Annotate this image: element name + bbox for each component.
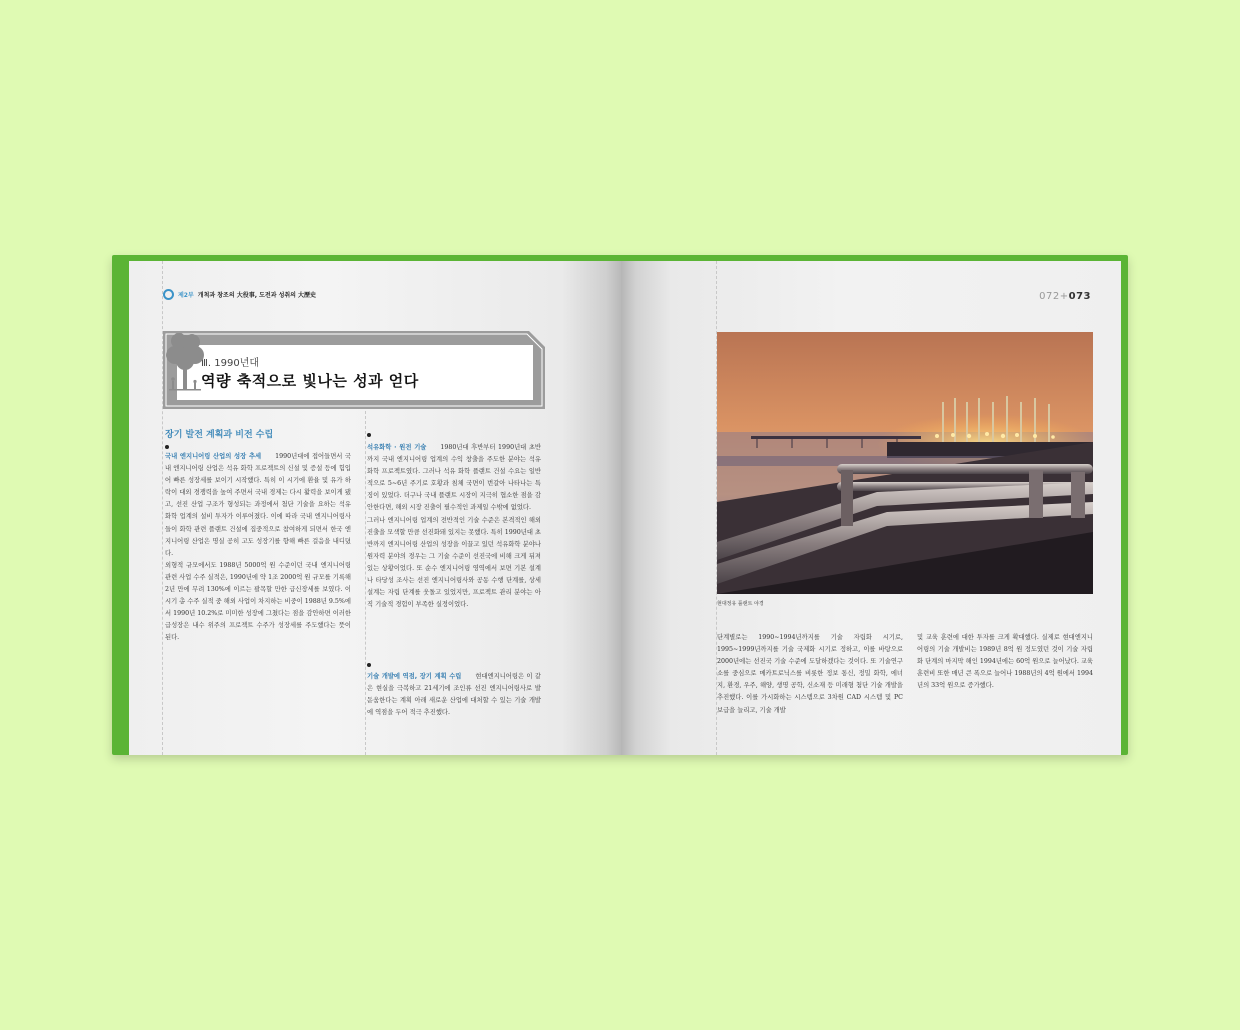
left-column-2b xyxy=(367,671,541,719)
paragraph: 현대엔지니어링은 이 같은 현실을 극복하고 21세기에 조인류 선진 엔지니어링사로 발돋움한다는 계획 아래 새로운 산업에 대처할 수 있는 기술 개발에 역점을 두어 적극 추진했다. xyxy=(367,673,541,717)
paragraph: 단계별로는 1990~1994년까지를 기술 자립화 시기로, 1995~1999년까지를 기술 국제화 시기로 정하고, 이를 바탕으로 2000년에는 선진국 기술 수준에 도달하겠다는 것이다. 또 기술연구소를 중심으로 메카트로닉스를 비롯한 정보 통신, 정밀 화학, 에너지, 환경, 우주, 해양, 생명 공학, 신소재 등 미래형 첨단 기술 개발을 추진했다. 이를 가시화하는 시스템으로 3차원 CAD 시스템 및 PC 보급을 늘리고, 기술 개발 xyxy=(717,634,903,714)
plant-night-photo xyxy=(717,332,1093,594)
chapter-banner xyxy=(163,331,545,409)
bullet-icon xyxy=(165,445,169,449)
left-column-2 xyxy=(367,442,541,611)
left-column-1 xyxy=(165,451,351,645)
column-guide xyxy=(365,411,366,755)
page-number xyxy=(1039,291,1091,302)
right-column-1 xyxy=(717,632,903,717)
bullet-icon xyxy=(367,433,371,437)
subhead-petrochemical: 석유화학 · 원전 기술 xyxy=(367,444,427,451)
subhead-industry-trend: 국내 엔지니어링 산업의 성장 추세 xyxy=(165,453,262,460)
tree-icon xyxy=(163,331,207,393)
running-header xyxy=(163,289,316,300)
page-number-left: 072+ xyxy=(1039,291,1069,302)
right-column-2 xyxy=(917,632,1093,692)
paragraph: 외형적 규모에서도 1988년 5000억 원 수준이던 국내 엔지니어링 관련 사업 수주 실적은, 1990년에 약 1조 2000억 원 규모를 기록해 2년 만에 무려 130%에 이르는 괄목할 만한 급신장세를 보였다. 이 시기 총 수주 실적 중 해외 사업이 차지하는 비중이 1988년 9.5%에서 1990년 10.2%로 미미한 성장에 그쳤다는 점을 감안하면 이러한 급성장은 내수 위주의 프로젝트 수주가 성장세를 주도했다는 뜻이 된다. xyxy=(165,561,351,642)
bullet-icon xyxy=(367,663,371,667)
section-title: 장기 발전 계획과 비전 수립 xyxy=(165,430,274,440)
subhead-tech-development: 기술 개발에 역점, 장기 계획 수립 xyxy=(367,673,462,680)
left-page xyxy=(129,261,621,755)
right-page xyxy=(621,261,1121,755)
header-title: 개척과 창조의 大役事, 도전과 성취의 大歷史 xyxy=(197,292,317,299)
chapter-title: 역량 축적으로 빛나는 성과 얻다 xyxy=(201,372,419,390)
chapter-era: Ⅲ. 1990년대 xyxy=(201,358,260,369)
paragraph: 1980년대 후반부터 1990년대 초반까지 국내 엔지니어링 업계의 수익 창출을 주도한 분야는 석유화학 프로젝트였다. 그러나 석유 화학 플랜트 건설 수요는 일반적으로 5~6년 주기로 호황과 침체 국면이 번갈아 나타나는 특징이 있었다. 더구나 국내 플랜트 시장이 지극히 협소한 점을 감안한다면, 해외 시장 진출이 필수적인 과제일 수밖에 없었다. xyxy=(367,444,541,512)
paragraph: 1990년대에 접어들면서 국내 엔지니어링 산업은 석유 화학 프로젝트의 신설 및 증설 등에 힘입어 빠른 성장세를 보이기 시작했다. 특히 이 시기에 환율 및 유가 하락이 대외 경쟁력을 높여 주면서 국내 경제는 다시 활력을 보이게 됐고, 선진 산업 구조가 형성되는 과정에서 첨단 기술을 요하는 석유 화학 업계의 설비 투자가 이루어졌다. 이에 따라 국내 엔지니어링사들이 화학 관련 플랜트 건설에 집중적으로 참여하게 되면서 한국 엔지니어링 산업은 명실 공히 고도 성장기를 향해 빠른 걸음을 내디뎠다. xyxy=(165,453,351,557)
paragraph: 및 교육 훈련에 대한 투자를 크게 확대했다. 실제로 현대엔지니어링의 기술 개발비는 1989년 8억 원 정도였던 것이 기술 자립화 단계의 마지막 해인 1994년에는 60억 원으로 늘어났다. 교육 훈련비 또한 매년 큰 폭으로 늘어나 1988년의 4억 원에서 1994년의 33억 원으로 증가했다. xyxy=(917,634,1093,690)
photo-caption: 현대정유 플랜트 야경 xyxy=(717,601,764,607)
paragraph: 그러나 엔지니어링 업계의 전반적인 기술 수준은 본격적인 해외 진출을 모색할 만큼 선진화돼 있지는 못했다. 특히 1990년대 초반까지 엔지니어링 산업의 성장을 이끌고 있던 석유화학 분야나 원자력 분야의 경우는 그 기술 수준이 선진국에 비해 크게 뒤져 있는 상황이었다. 또 순수 엔지니어링 영역에서 보면 기본 설계나 타당성 조사는 선진 엔지니어링사와 공동 수행 단계를, 상세 설계는 자립 단계를 웃돌고 있었지만, 프로젝트 관리 분야는 아직 기술적 경험이 부족한 실정이었다. xyxy=(367,516,541,609)
header-part: 제2부 xyxy=(178,292,194,299)
page-number-right: 073 xyxy=(1068,291,1091,302)
circle-icon xyxy=(163,289,174,300)
